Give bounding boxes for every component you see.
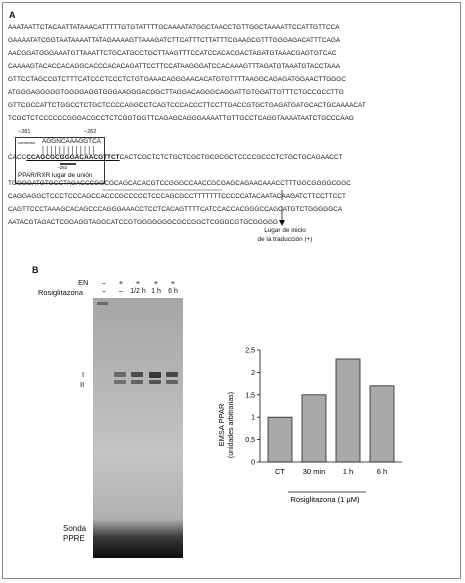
sequence-line: AACGGATGGGAAATGTTAAATTCTGCATGCCTGCTTAAGTTTCCATCCACACGACTAGATGTAAACGAGTGTCAC: [8, 50, 337, 57]
sequence-line: TGGGGATGTGCCTAGACCCGGCGCAGCACACGTCCGGGCCAACCGCGAGCAGAACAAACCTTTGGCGGGGCGGC: [8, 180, 351, 187]
sequence-line: ATGGGAGGGGGTGGGGAGGTGGGAAGGGACGGCTTAGGACAGGGCAGGATTGTGGATTGTTTCTGCCGCCTTG: [8, 89, 344, 96]
en-mark: +: [135, 278, 141, 287]
consensus-label: consenso: [18, 140, 36, 145]
rosiglitazone-mark: –: [102, 288, 106, 295]
rosi-row-label: Rosiglitazona: [38, 288, 84, 297]
sequence-line: CAGGAGGCTCCCTCCCAGCCACCCGCCCCCTCCCAGCGCCTTTTTTTCCCCCATACAATACAAGATCTTCCTTCCT: [8, 193, 346, 200]
rosiglitazone-mark: 6 h: [168, 288, 178, 295]
position-right: −262: [84, 129, 97, 135]
x-tick-label: 1 h: [342, 467, 354, 476]
en-row-label: EN: [78, 278, 89, 287]
y-tick-label: 1: [251, 414, 255, 422]
band-i-label: I: [82, 370, 85, 379]
y-tick-label: 2,5: [245, 347, 255, 355]
emsa-bar-chart: [200, 340, 420, 520]
sequence-line: GTTCCTAGCCGTCTTTCATCCCTCCCTCTGTGAAACAGGGAACACATGTGTTTTAAGGCAGAGATGGAACTTGGGC: [8, 76, 346, 83]
consensus-connectors: [0, 0, 465, 200]
start-arrow: [270, 206, 300, 228]
x-tick-label: 6 h: [376, 467, 388, 476]
y-tick-label: 0,5: [245, 437, 255, 445]
y-axis-label-2: (unidades arbitrarias): [228, 391, 235, 459]
panel-a-label: A: [9, 10, 16, 20]
y-tick-label: 2: [251, 369, 255, 377]
sequence-line: GAAAATATCGGTAATAAAATTATAGAAAAGTTAAAGATCTTCATTTCTTATTTCGAAGCGTTTGGGAGACATTTCAGA: [8, 37, 341, 44]
y-tick-label: 1,5: [245, 392, 255, 400]
rosiglitazone-mark: 1 h: [151, 288, 161, 295]
sequence-line: AAATAATTCTACAATTATAAACATTTTTGTGTATTTTGCAAAATATGGCTAACCTGTTGGCTAAAATTCCATTGTTCCA: [8, 24, 340, 31]
binding-site-label: PPAR/RXR lugar de unión: [18, 172, 93, 179]
position-left: −281: [18, 129, 31, 135]
site-sub-position: −282: [57, 165, 68, 170]
band-ii-label: II: [80, 380, 85, 389]
rosiglitazone-mark: –: [119, 288, 123, 295]
start-label-1: Lugar de inicio: [264, 227, 306, 234]
boxed-sequence-line: [8, 154, 343, 162]
consensus-sequence: AGGNCAAAGGTCA: [42, 138, 101, 145]
en-mark: +: [153, 278, 159, 287]
x-tick-label: CT: [275, 467, 285, 476]
bar-6-h: [370, 386, 394, 462]
seq-prefix: CACC: [8, 154, 27, 161]
en-mark: +: [170, 278, 176, 287]
bar-30-min: [302, 395, 326, 462]
y-tick-label: 0: [251, 459, 255, 467]
x-tick-label: 30 min: [302, 467, 326, 476]
seq-core: CCAGCGCGGGACAACGTTCT: [26, 154, 120, 161]
en-mark: +: [118, 278, 124, 287]
bar-1-h: [336, 359, 360, 462]
sequence-line: CAGTTCCCTAAAGCACAGCCCAGGGAAACCTCCTCACAGTTTTCATCCACCACGGGCCAGCATGTCTGGGGGCA: [8, 206, 343, 213]
rosiglitazone-mark: 1/2 h: [130, 288, 146, 295]
sequence-line: CAAAAGTACACCACAGGCACCCACACAGATTCCTTCCATAAGGGATCCACAAAGTTTAGATGTAAATGTACCTAAA: [8, 63, 340, 70]
sequence-line: TCGCTCTCCCCCCGGGACGCCTCTCGGTGGTTCAGAGCAGGGAAAATTGTTGCCTCAGGTAAAATAATCTGCCCAAG: [8, 115, 354, 122]
en-mark: –: [101, 278, 107, 287]
probe-label-2: PPRE: [63, 534, 85, 543]
panel-b-label: B: [32, 265, 39, 275]
sequence-line: GTTCGCCATTCTGGCCTCTGCTCCCCAGGCCTCAGTCCCACCCTTCCTTGACCGTGCTGAGATGATGCACTGCAAAACAT: [8, 102, 366, 109]
start-label-2: de la traducción (+): [257, 236, 313, 243]
probe-label-1: Sonda: [63, 524, 87, 533]
sequence-line: AATACGTAGACTCGGAGGTAGGCATCCGTGGGGGGGCGCCGGCTCGGGCGTGCGGGGG: [8, 219, 279, 226]
y-axis-label-1: EMSA PPAR: [217, 403, 226, 447]
seq-suffix: CACTCGCTCTCTGCTCGCTGCGCGCTCCCCGCCCTCTGCTGCAGAACCT: [119, 154, 343, 161]
x-group-label: Rosiglitazona (1 μM): [290, 495, 360, 504]
gel-bands: [93, 298, 183, 558]
bar-ct: [268, 417, 292, 462]
